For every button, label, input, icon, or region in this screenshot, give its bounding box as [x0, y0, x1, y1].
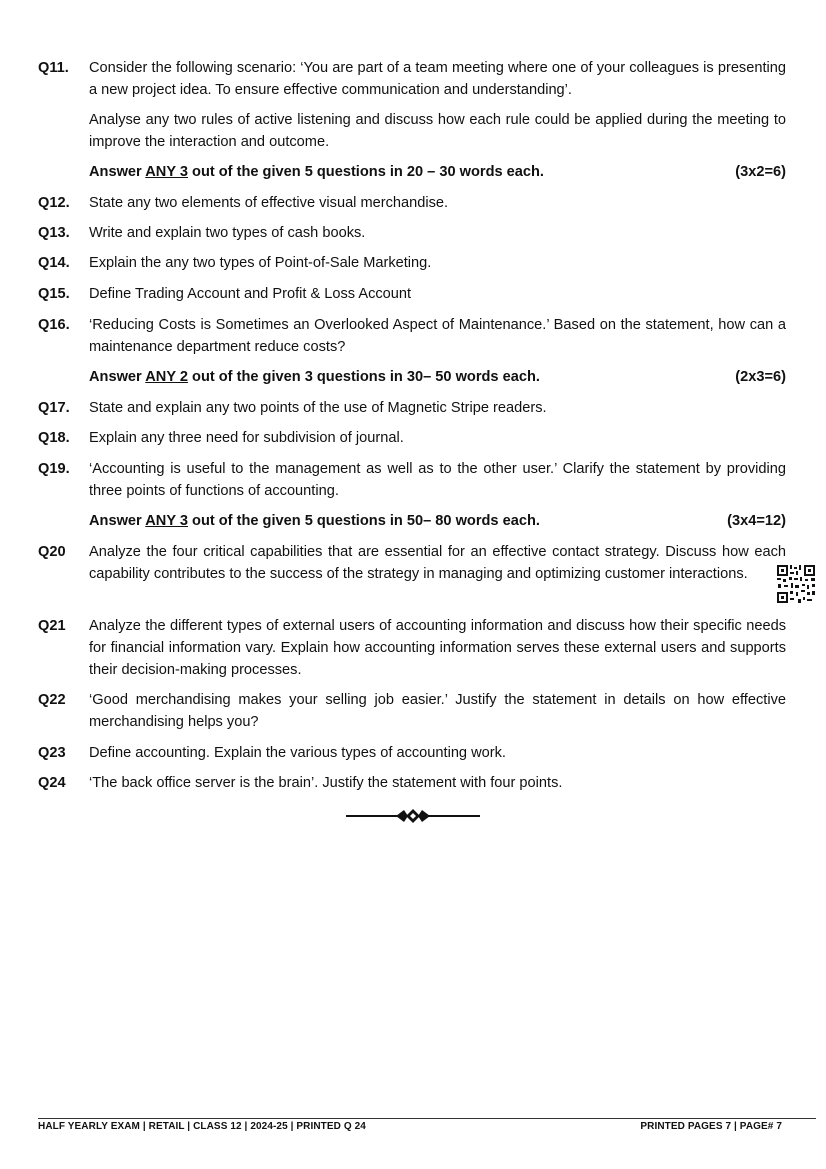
question-number: Q15.	[38, 286, 70, 302]
section-instruction-text: Answer ANY 3 out of the given 5 questions in 50– 80 words each.	[89, 513, 540, 529]
qr-code-icon	[776, 564, 816, 604]
section-instruction-1	[89, 161, 786, 183]
question-text: Consider the following scenario: ‘You are part of a team meeting where one of your colleagues is presenting a new project idea. To ensure effective communication and understanding’.	[89, 60, 786, 98]
question-q19	[38, 458, 786, 502]
question-q11	[38, 57, 786, 101]
section-marks: (3x2=6)	[735, 164, 786, 180]
question-number: Q24	[38, 775, 66, 791]
footer-page-info: PRINTED PAGES 7 | PAGE# 7	[640, 1121, 782, 1132]
question-number: Q17.	[38, 400, 70, 416]
question-text: ‘Good merchandising makes your selling job easier.’ Justify the statement in details on how effective merchandising helps you?	[89, 692, 786, 730]
question-number: Q12.	[38, 195, 70, 211]
question-text: Explain any three need for subdivision of journal.	[89, 430, 404, 446]
question-q15	[38, 283, 786, 305]
question-number: Q19.	[38, 461, 70, 477]
question-number: Q20	[38, 544, 66, 560]
question-q18	[38, 427, 786, 449]
question-number: Q16.	[38, 317, 70, 333]
footer-rule	[38, 1118, 816, 1119]
question-text: Define accounting. Explain the various types of accounting work.	[89, 745, 506, 761]
question-text: Write and explain two types of cash books.	[89, 225, 366, 241]
section-instruction-3	[89, 510, 786, 532]
question-q14	[38, 252, 786, 274]
question-q24	[38, 772, 786, 794]
question-q13	[38, 222, 786, 244]
question-q16	[38, 314, 786, 358]
section-instruction-text: Answer ANY 3 out of the given 5 questions in 20 – 30 words each.	[89, 164, 544, 180]
ornament-divider-icon	[346, 808, 480, 824]
question-q11-continuation: Analyse any two rules of active listening and discuss how each rule could be applied during the meeting to improve the interaction and outcome.	[89, 112, 786, 150]
question-text: Analyze the four critical capabilities that are essential for an effective contact strategy. Discuss how each capability contributes to the success of the strategy in managing and optimizing customer interactions.	[89, 544, 786, 582]
section-instruction-2	[89, 366, 786, 388]
question-text: Explain the any two types of Point-of-Sale Marketing.	[89, 255, 432, 271]
question-q22	[38, 689, 786, 733]
question-number: Q13.	[38, 225, 70, 241]
question-text: ‘Accounting is useful to the management as well as to the other user.’ Clarify the statement by providing three points of functions of accounting.	[89, 461, 786, 499]
question-number: Q11.	[38, 60, 69, 76]
section-marks: (3x4=12)	[727, 513, 786, 529]
section-marks: (2x3=6)	[735, 369, 786, 385]
question-q17	[38, 397, 786, 419]
question-text: State and explain any two points of the use of Magnetic Stripe readers.	[89, 400, 547, 416]
question-text: State any two elements of effective visual merchandise.	[89, 195, 449, 211]
question-q21	[38, 615, 786, 681]
question-number: Q22	[38, 692, 66, 708]
question-q20	[38, 541, 786, 585]
question-number: Q21	[38, 618, 66, 634]
question-text: Analyze the different types of external users of accounting information and discuss how their specific needs for financial information vary. Explain how accounting information serves these external users and supports their decision-making processes.	[89, 618, 786, 678]
question-number: Q14.	[38, 255, 70, 271]
question-text: Define Trading Account and Profit & Loss Account	[89, 286, 412, 302]
question-q12	[38, 192, 786, 214]
question-number: Q18.	[38, 430, 70, 446]
question-number: Q23	[38, 745, 66, 761]
footer-exam-info: HALF YEARLY EXAM | RETAIL | CLASS 12 | 2024-25 | PRINTED Q 24	[38, 1121, 366, 1132]
section-instruction-text: Answer ANY 2 out of the given 3 questions in 30– 50 words each.	[89, 369, 540, 385]
question-text: ‘Reducing Costs is Sometimes an Overlooked Aspect of Maintenance.’ Based on the statement, how can a maintenance department reduce costs?	[89, 317, 786, 355]
question-q23	[38, 742, 786, 764]
question-text: ‘The back office server is the brain’. Justify the statement with four points.	[89, 775, 563, 791]
